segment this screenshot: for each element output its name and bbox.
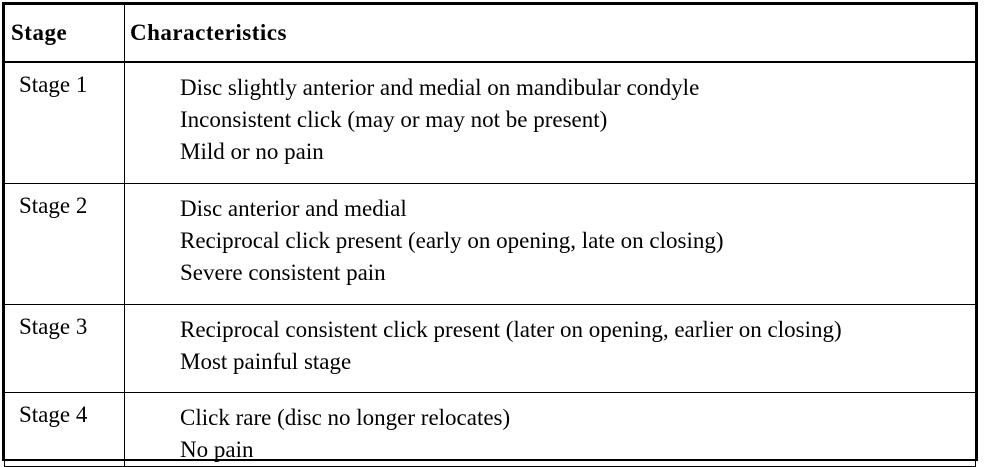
characteristics-cell — [125, 305, 976, 393]
characteristics-cell — [125, 184, 976, 305]
table-row — [5, 393, 976, 467]
characteristic-line: Inconsistent click (may or may not be present) — [180, 107, 608, 132]
stages-table — [4, 4, 976, 467]
characteristic-line: Disc slightly anterior and medial on mandibular condyle — [180, 75, 700, 100]
characteristic-line: Disc anterior and medial — [180, 196, 407, 221]
characteristic-line: Reciprocal click present (early on opening, late on closing) — [180, 228, 724, 253]
header-characteristics: Characteristics — [125, 5, 976, 63]
characteristic-line: Click rare (disc no longer relocates) — [180, 405, 511, 430]
stage-cell: Stage 1 — [5, 62, 125, 184]
table-row — [5, 62, 976, 184]
characteristic-line: Severe consistent pain — [180, 260, 386, 285]
table-row — [5, 184, 976, 305]
stages-table-container — [2, 2, 978, 461]
table-header-row — [5, 5, 976, 63]
stage-cell: Stage 3 — [5, 305, 125, 393]
header-stage: Stage — [5, 5, 125, 63]
stage-cell: Stage 4 — [5, 393, 125, 467]
characteristic-line: Mild or no pain — [180, 139, 324, 164]
table-row — [5, 305, 976, 393]
characteristics-cell — [125, 393, 976, 467]
characteristic-line: No pain — [180, 437, 254, 462]
stage-cell: Stage 2 — [5, 184, 125, 305]
characteristics-cell — [125, 62, 976, 184]
characteristic-line: Reciprocal consistent click present (later on opening, earlier on closing) — [180, 317, 842, 342]
characteristic-line: Most painful stage — [180, 349, 352, 374]
